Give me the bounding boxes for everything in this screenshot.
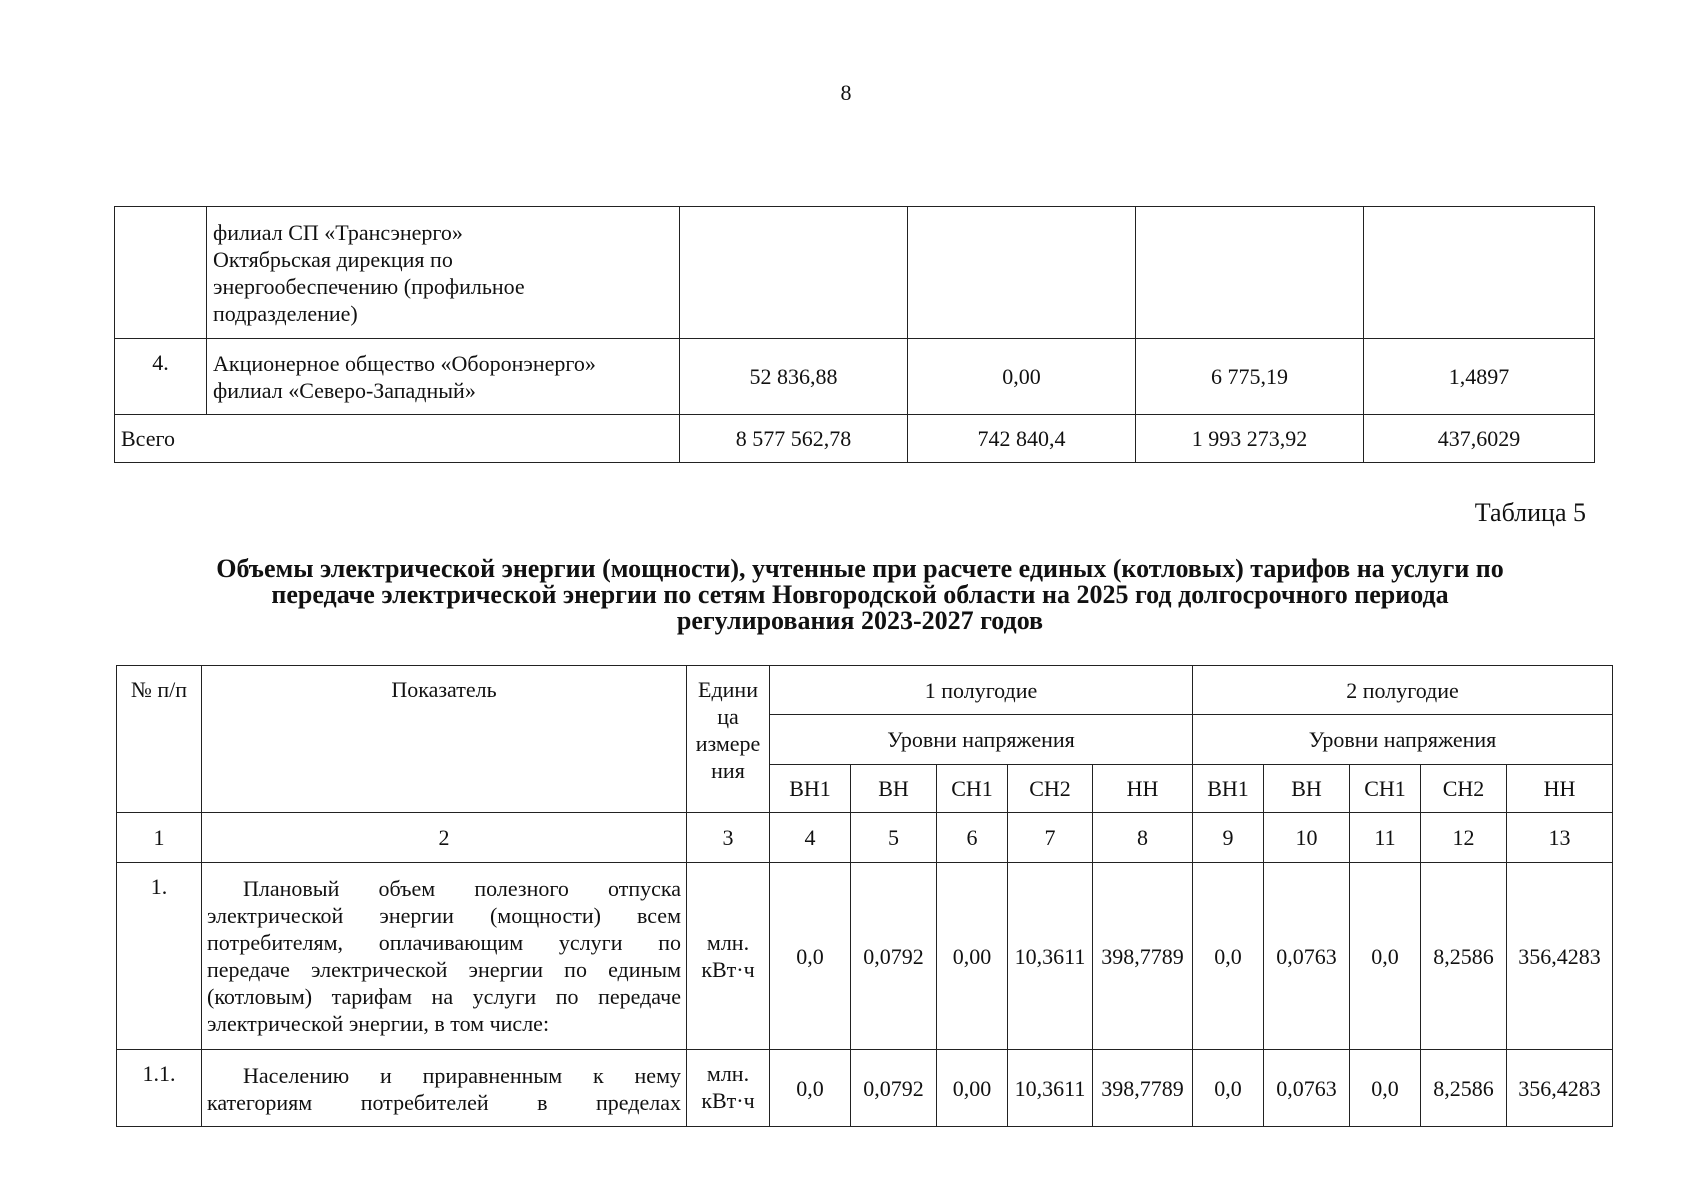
- column-number: 5: [851, 813, 937, 863]
- table-title: [120, 556, 1600, 634]
- unit-line: ца: [717, 704, 739, 729]
- column-number: 9: [1193, 813, 1264, 863]
- value-cell: 1 993 273,92: [1136, 415, 1364, 463]
- value-cell: 0,0792: [851, 1050, 937, 1127]
- level-header: СН1: [937, 765, 1008, 813]
- value-cell: [680, 207, 908, 339]
- value-cell: 0,00: [937, 1050, 1008, 1127]
- header-levels: Уровни напряжения: [1193, 715, 1613, 765]
- level-header: ВН1: [1193, 765, 1264, 813]
- value-cell: 0,0: [1193, 863, 1264, 1050]
- indicator-line: Плановый объем полезного отпуска: [243, 876, 681, 901]
- unit-cell: [687, 1050, 770, 1127]
- unit-line: млн.: [706, 1061, 750, 1086]
- row-number-cell: 1.: [117, 863, 202, 1050]
- column-number: 1: [117, 813, 202, 863]
- title-line: Объемы электрической энергии (мощности), учтенные при расчете единых (котловых) тарифов на услуги по: [216, 554, 1504, 583]
- row-number-cell: 1.1.: [117, 1050, 202, 1127]
- level-header: СН1: [1350, 765, 1421, 813]
- value-cell: 10,3611: [1008, 863, 1093, 1050]
- table-caption: Таблица 5: [1474, 498, 1586, 527]
- column-number: 13: [1507, 813, 1613, 863]
- value-cell: 0,0763: [1264, 1050, 1350, 1127]
- column-number: 2: [202, 813, 687, 863]
- header-num: № п/п: [117, 666, 202, 813]
- indicator-line: Населению и приравненным к нему: [243, 1063, 681, 1088]
- level-header: ВН1: [770, 765, 851, 813]
- column-number-row: [117, 813, 1613, 863]
- indicator-cell: [202, 1050, 687, 1127]
- value-cell: 0,00: [908, 339, 1136, 415]
- indicator-line: (котловым) тарифам на услуги по передаче: [207, 984, 681, 1009]
- value-cell: 356,4283: [1507, 1050, 1613, 1127]
- column-number: 11: [1350, 813, 1421, 863]
- name-line: филиал СП «Трансэнерго»: [213, 219, 463, 245]
- name-line: Октябрьская дирекция по: [213, 246, 453, 272]
- level-header: НН: [1093, 765, 1193, 813]
- indicator-line: передаче электрической энергии по единым: [207, 957, 681, 982]
- value-cell: [1136, 207, 1364, 339]
- row-number-cell: [115, 207, 207, 339]
- value-cell: 437,6029: [1364, 415, 1595, 463]
- value-cell: 0,0: [1193, 1050, 1264, 1127]
- header-levels: Уровни напряжения: [770, 715, 1193, 765]
- total-label: Всего: [115, 415, 680, 463]
- name-line: энергообеспечению (профильное: [213, 273, 525, 299]
- name-line: Акционерное общество «Оборонэнерго»: [213, 350, 596, 376]
- value-cell: 398,7789: [1093, 863, 1193, 1050]
- column-number: 10: [1264, 813, 1350, 863]
- unit-line: Едини: [698, 677, 758, 702]
- indicator-line: потребителям, оплачивающим услуги по: [207, 930, 681, 955]
- organization-name-cell: [207, 339, 680, 415]
- unit-line: млн.: [706, 930, 750, 955]
- column-number: 8: [1093, 813, 1193, 863]
- value-cell: 0,0763: [1264, 863, 1350, 1050]
- table-row: [117, 863, 1613, 1050]
- header-half2: 2 полугодие: [1193, 666, 1613, 715]
- value-cell: 0,0792: [851, 863, 937, 1050]
- unit-line: ния: [711, 758, 745, 783]
- header-half1: 1 полугодие: [770, 666, 1193, 715]
- value-cell: [1364, 207, 1595, 339]
- page-number: 8: [840, 80, 852, 105]
- value-cell: 52 836,88: [680, 339, 908, 415]
- table-row: [115, 207, 1595, 339]
- unit-line: кВт·ч: [701, 957, 755, 982]
- value-cell: [908, 207, 1136, 339]
- total-row: [115, 415, 1595, 463]
- indicator-line: электрической энергии, в том числе:: [207, 1011, 550, 1036]
- value-cell: 0,00: [937, 863, 1008, 1050]
- table-row: [117, 1050, 1613, 1127]
- value-cell: 742 840,4: [908, 415, 1136, 463]
- value-cell: 8 577 562,78: [680, 415, 908, 463]
- value-cell: 8,2586: [1421, 1050, 1507, 1127]
- row-number-cell: 4.: [115, 339, 207, 415]
- level-header: ВН: [851, 765, 937, 813]
- name-line: филиал «Северо-Западный»: [213, 377, 476, 403]
- indicator-cell: [202, 863, 687, 1050]
- unit-cell: [687, 863, 770, 1050]
- value-cell: 0,0: [770, 863, 851, 1050]
- column-number: 12: [1421, 813, 1507, 863]
- unit-line: кВт·ч: [701, 1088, 755, 1113]
- value-cell: 0,0: [1350, 863, 1421, 1050]
- column-number: 3: [687, 813, 770, 863]
- value-cell: 356,4283: [1507, 863, 1613, 1050]
- level-header: СН2: [1421, 765, 1507, 813]
- value-cell: 8,2586: [1421, 863, 1507, 1050]
- volumes-table: [116, 665, 1613, 1127]
- value-cell: 10,3611: [1008, 1050, 1093, 1127]
- name-line: подразделение): [213, 300, 358, 326]
- column-number: 7: [1008, 813, 1093, 863]
- level-header: СН2: [1008, 765, 1093, 813]
- column-number: 4: [770, 813, 851, 863]
- organization-name-cell: [207, 207, 680, 339]
- level-header: НН: [1507, 765, 1613, 813]
- column-number: 6: [937, 813, 1008, 863]
- table-row: [115, 339, 1595, 415]
- value-cell: 0,0: [770, 1050, 851, 1127]
- value-cell: 6 775,19: [1136, 339, 1364, 415]
- header-indicator: Показатель: [202, 666, 687, 813]
- value-cell: 398,7789: [1093, 1050, 1193, 1127]
- continuation-table: [114, 206, 1595, 463]
- indicator-line: категориям потребителей в пределах: [207, 1090, 681, 1115]
- header-unit: [687, 666, 770, 813]
- title-line: регулирования 2023-2027 годов: [676, 606, 1044, 635]
- title-line: передаче электрической энергии по сетям Новгородской области на 2025 год долгосрочного периода: [271, 580, 1449, 609]
- level-header: ВН: [1264, 765, 1350, 813]
- indicator-line: электрической энергии (мощности) всем: [207, 903, 681, 928]
- value-cell: 1,4897: [1364, 339, 1595, 415]
- value-cell: 0,0: [1350, 1050, 1421, 1127]
- header-row: [117, 666, 1613, 715]
- unit-line: измере: [695, 731, 761, 756]
